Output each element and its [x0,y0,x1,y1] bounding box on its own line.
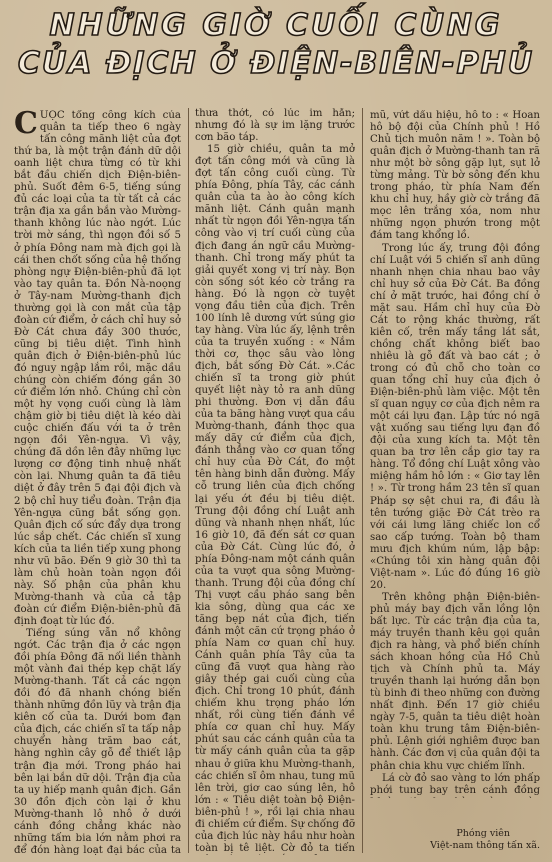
article-column-2 [195,108,355,855]
column-divider [188,108,189,853]
headline-line1: NHỮNG GIỜ CUỐI CÙNG [49,8,503,43]
paragraph: mũ, vứt dấu hiệu, hô to : « Hoan hô bộ đội của Chính phủ ! Hồ Chủ tịch muôn năm ! ». Toàn bộ quân địch ở Mường-thanh tan rã như một bờ sông gặp lụt, sụt lở từng mảng. Từ bờ sông đến khu trong pháo, từ phía Nam đến khu chỉ huy, hầy giờ cờ trắng đã mọc lên trắng xóa, nom như những ngọn phướn trong một đám tang khổng lồ. [370,110,540,242]
paragraph: Lá cờ đỏ sao vàng to lớn phấp phới tung bay trên cánh đồng [370,772,540,796]
byline [390,828,540,852]
headline-line2: CỦA ĐỊCH Ở ĐIỆN-BIÊN-PHỦ [17,46,535,81]
paragraph: thưa thớt, có lúc im hẳn; nhưng đó là sự im lặng trước cơn bão táp. [195,108,355,144]
paragraph: Trong lúc ấy, trung đội đồng chí Luật với 5 chiến sĩ anh dũng nhanh nhẹn chia nhau bao vây chỉ huy sở của Đờ Cát. Ba đồng chí ở mặt trước, hai đồng chí ở mặt sau. Hầm chỉ huy của Đờ Cát to rộng khác thường, rất kiên cố, trên mấy tầng lát sắt, chồng chất không biết bao nhiêu là gỗ đất và bao cát ; ở trong có đủ chỗ cho toàn cơ quan tổng chỉ huy của địch ở Điện-biên-phủ làm việc. Một tên sĩ quan ngụy cơ của địch nêm ra một cái lựu đạn. Lập tức nó ngã vật xuống sau tiếng lựu đạn đồ đội của xung kích ta. Một tên quan ba trơ lên cắp giơ tay ra hàng. Tổ đồng chí Luật xông vào miệng hầm hô lớn : « Giơ tay lên ! ». Từ trong hầm 23 tên sĩ quan Pháp sợ sệt chui ra, đi đầu là tên tướng giặc Đờ Cát trèo ra với cái lưng lăng chiếc lon cổ sao cấp tướng. Toàn bộ tham mưu địch khúm núm, lập bập: «Chúng tôi xin hàng quân đội Việt-nam ». Lúc đó đúng 16 giờ 20. [370,242,540,591]
paragraph: Trên không phận Điện-biên-phủ máy bay địch vẫn lồng lộn bất lực. Từ các trận địa của ta, máy truyền thanh kêu gọi quân địch ra hàng, và phổ biến chính sách khoan hồng của Hồ Chủ tịch và Chính phủ ta. Máy truyền thanh lại hướng dẫn bọn tù binh đi theo những con đường nhất định. Đến 17 giờ chiều ngày 7-5, quân ta tiêu diệt hoàn toàn khu trung tâm Điện-biên-phủ. Lệnh giới nghiêm được ban hành. Các đơn vị của quân đội ta phân chia khu vực chiếm lĩnh. [370,591,540,772]
paragraph: Tiếng súng vẫn nổ không ngớt. Các trận địa ở các ngọn đồi phía Đông đã nối liền thành một vành đai thép kẹp chặt lấy Mường-thanh. Tất cả các ngọn đồi đó đã nhanh chóng biến thành những đồn lũy và trận địa kiên cố của ta. Dưới bom đạn của địch, các chiến sĩ ta tấp nập chuyển hàng trăm bao cát, hàng nghìn cây gỗ để thiết lập trận địa mới. Trong pháo hai bên lại bắn dữ dội. Trận địa của ta uy hiếp mạnh quân địch. Gần 30 đồn địch còn lại ở khu Mường-thanh lô nhô ở dưới cánh đồng chẳng khác nào những tấm bia lớn nằm phơi ra để đón hàng loạt đại bác của ta [14,628,181,855]
byline-role: Phóng viên [456,828,510,839]
paragraph [14,110,181,628]
paragraph: 15 giờ chiều, quân ta mở đợt tấn công mới và cũng là đợt tấn công cuối cùng. Từ phía Đông, phía Tây, các cánh quân của ta ào ào công kích mãnh liệt. Cánh quân mạnh nhất từ ngọn đồi Yên-ngựa tấn công vào vị trí cuối cùng của địch đang án ngữ cầu Mường-thanh. Chỉ trong mấy phút ta giải quyết xong vị trí này. Bọn còn sống sót kéo cờ trắng ra hàng. Đó là ngọn cờ tuyệt vọng đầu tiên của địch. Trên 100 lính lê dương vứt súng giơ tay hàng. Vừa lúc ấy, lệnh trên của ta truyền xuống : « Nắm thời cơ, thọc sâu vào lòng địch, bắt sống Đờ Cát. ».Các chiến sĩ ta trong giờ phút quyết liệt này tỏ ra anh dũng phi thường. Đơn vị dẫn đầu của ta băng hàng vượt qua cầu Mường-thanh, đánh thọc qua mấy dãy cứ điểm của địch, đánh thẳng vào cơ quan tổng chỉ huy của Đờ Cát, đo một tên hàng binh dẫn đường. Mấy cỗ trung liên của địch chống lại yếu ớt đều bị tiêu diệt. Trung đội đồng chí Luật anh dũng và nhanh nhẹn nhất, lúc 16 giờ 10, đã đến sát cơ quan của Đờ Cát. Cùng lúc đó, ở phía Đông-nam một cánh quân của ta vượt qua sông Mường-thanh. Trung đội của đồng chí Thị vượt cầu pháo sang bên kia sông, dùng qua các xe tăng bẹp nát của địch, tiến đánh một căn cứ trọng pháo ở phía Nam cơ quan chỉ huy. Cánh quân phía Tây của ta cũng đã vượt qua hàng rào giây thép gai cuối cùng của địch. Chỉ trong 10 phút, đánh chiếm khu trọng pháo lớn nhất, rồi cùng tiến đánh về phía cơ quan chỉ huy. Mấy phút sau các cánh quân của ta từ mấy cánh quân của ta gặp nhau ở giữa khu Mường-thanh, các chiến sĩ ôm nhau, tung mũ lên trời, giơ cao súng lên, hô lớn : « Tiêu diệt toàn bộ Điện-biên-phủ ! », rồi lại chia nhau đi chiếm cứ điểm. Sự chống đỡ của địch lúc này hầu như hoàn toàn bị tê liệt. Cờ đỏ ta tiến [195,144,355,854]
article-column-1 [14,110,181,855]
drop-cap: C [14,110,38,141]
paragraph-text: UỘC tổng công kích của quân ta tiếp theo 6 ngày tấn công mãnh liệt của đợt thứ ba, là một trận đánh dữ dội oanh liệt chưa từng có từ khi bắt đầu chiến dịch Điện-biên-phủ. Suốt đêm 6-5, tiếng súng đủ các loại của ta từ tất cả các trận địa xa gần bắn vào Mường-thanh không lúc nào ngớt. Lúc trời mờ sáng, thì ngọn đồi số 5 ở phía Đông nam mà địch gọi là cái then chốt sống của hệ thống phòng ngự Điện-biên-phủ đã lọt vào tay quân ta. Đồn Nà-noọng ở Tây-nam Mường-thanh địch thường gọi là con mắt của tập đoàn cứ điểm, ở cách chỉ huy sở Đờ Cát chưa đầy 300 thước, cũng bị tiêu diệt. Tình hình quân địch ở Điện-biên-phủ lúc đó nguy ngập lắm rồi, mặc dầu chúng còn chiếm đóng gần 30 cứ điểm lớn nhỏ. Chúng chỉ còn một hy vọng cuối cùng là làm chậm giờ bị tiêu diệt là kéo dài cuộc chiến đấu với ta ở trên ngọn đồi Yên-ngựa. Vì vậy, chúng đã dồn lên đây những lực lượng cơ động tinh nhuệ nhất còn lại. Nhưng quân ta đã tiêu diệt ở đây trên 5 đại đội địch và 2 bộ chỉ huy tiểu đoàn. Trận địa Yên-ngựa cũng bắt sống gọn. Quân địch cố sức đẩy dựa trong lúc sắp chết. Các chiến sĩ xung kích của ta liền tiếp xung phong như vũ bão. Đến 9 giờ 30 thì ta làm chủ hoàn toàn ngọn đồi này. Số phận của phân khu Mường-thanh và của cả tập đoàn cứ điểm Điện-biên-phủ đã định đoạt từ lúc đó. [14,110,181,627]
byline-agency: Việt-nam thông tấn xã. [430,840,540,851]
article-column-3 [370,110,540,798]
column-divider [362,108,363,853]
